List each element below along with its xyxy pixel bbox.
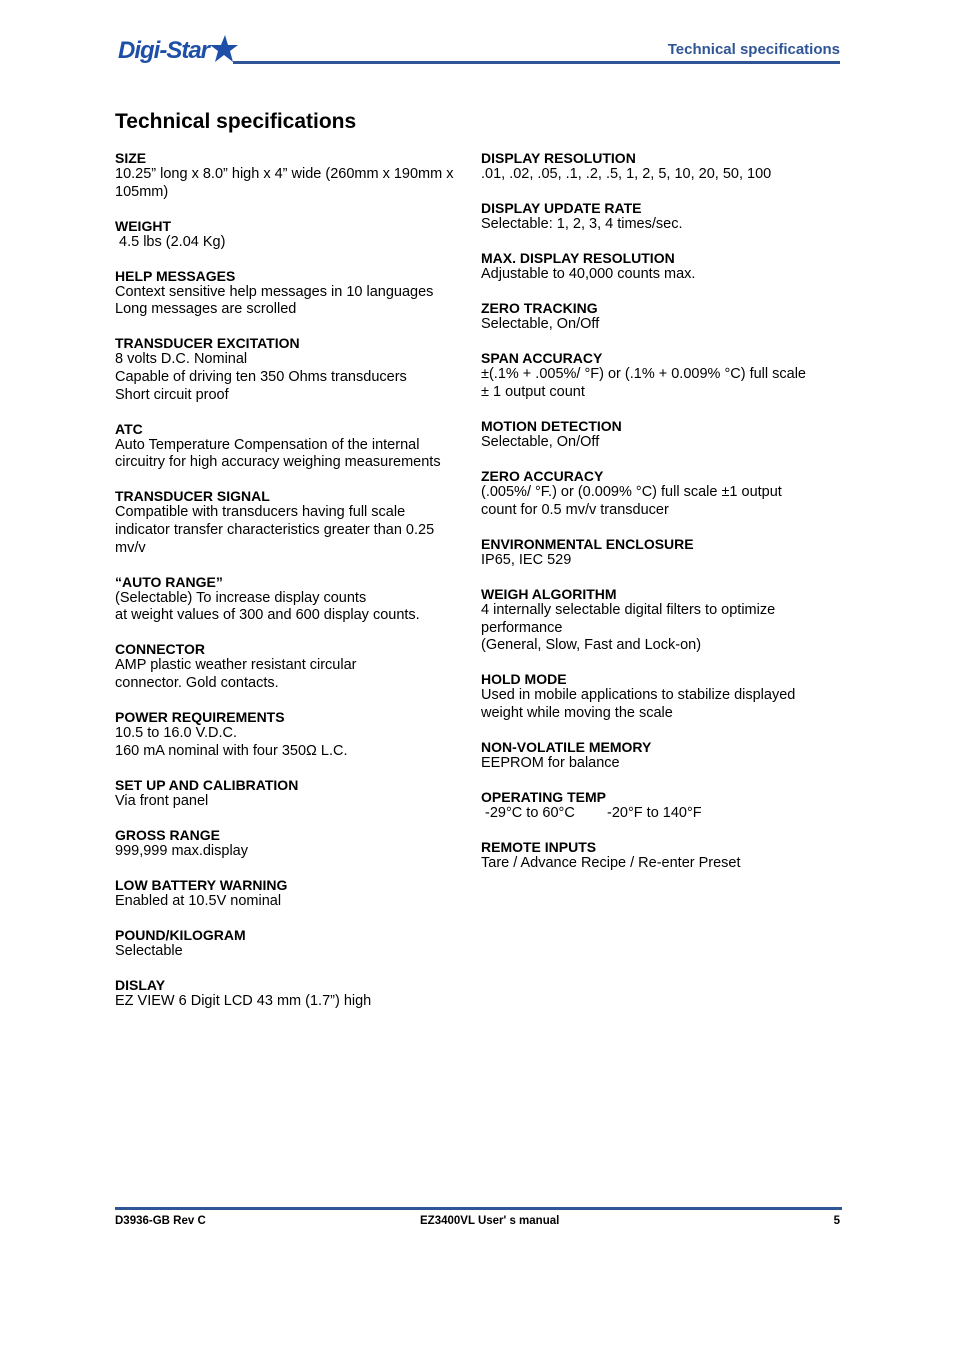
spec-item (115, 218, 471, 252)
spec-label: OPERATING TEMP (481, 789, 606, 805)
spec-item (481, 839, 841, 873)
spec-item (481, 586, 841, 655)
footer-manual-name: EZ3400VL User' s manual (420, 1215, 560, 1227)
spec-label: MOTION DETECTION (481, 418, 622, 435)
spec-label: ATC (115, 420, 143, 437)
spec-label: ZERO TRACKING (481, 300, 598, 317)
spec-value-line: Context sensitive help messages in 10 languages (115, 283, 434, 300)
spec-item (115, 877, 471, 911)
spec-value-line: Used in mobile applications to stabilize displayed (481, 687, 796, 704)
spec-item (481, 789, 841, 823)
spec-label: ENVIRONMENTAL ENCLOSURE (481, 535, 694, 552)
spec-item (481, 418, 841, 452)
spec-item (481, 250, 841, 284)
spec-value-line: Via front panel (115, 792, 209, 809)
spec-value-line: mv/v (115, 539, 146, 556)
spec-value-line: weight while moving the scale (481, 704, 673, 721)
spec-value-line: 160 mA nominal with four 350Ω L.C. (115, 742, 348, 759)
specs-right-column (481, 150, 841, 873)
spec-item (115, 977, 471, 1011)
spec-value-line: -29°C to 60°C -20°F to 140°F (481, 805, 702, 821)
spec-item (115, 641, 471, 692)
spec-label: DISPLAY RESOLUTION (481, 150, 636, 166)
spec-value-line: Adjustable to 40,000 counts max. (481, 266, 696, 283)
spec-item (481, 300, 841, 334)
header-section-title: Technical specifications (667, 41, 840, 58)
specs-left-column (115, 150, 471, 1011)
footer-page-number: 5 (833, 1215, 840, 1227)
spec-value-line: indicator transfer characteristics greater than 0.25 (115, 522, 435, 539)
spec-label: TRANSDUCER EXCITATION (115, 335, 300, 352)
spec-label: NON-VOLATILE MEMORY (481, 738, 652, 755)
header-divider (233, 61, 840, 64)
spec-value-line: Long messages are scrolled (115, 301, 297, 318)
logo-text: Digi-Star (118, 37, 210, 64)
spec-label: TRANSDUCER SIGNAL (115, 488, 270, 505)
spec-value-line: performance (481, 619, 563, 636)
spec-label: ZERO ACCURACY (481, 468, 604, 485)
spec-item (115, 150, 471, 201)
spec-label: LOW BATTERY WARNING (115, 876, 288, 893)
spec-label: DISPLAY UPDATE RATE (481, 200, 642, 217)
spec-item (115, 709, 471, 760)
spec-value-line: EZ VIEW 6 Digit LCD 43 mm (1.7”) high (115, 993, 372, 1010)
spec-value-line: Selectable, On/Off (481, 434, 600, 451)
spec-item (115, 827, 471, 861)
spec-item (481, 536, 841, 570)
spec-label: POUND/KILOGRAM (115, 927, 246, 944)
spec-label: HELP MESSAGES (115, 267, 236, 284)
spec-value-line: (General, Slow, Fast and Lock-on) (481, 637, 702, 654)
spec-value-line: (Selectable) To increase display counts (115, 589, 367, 606)
spec-label: SPAN ACCURACY (481, 350, 603, 367)
spec-value-line: 4 internally selectable digital filters to optimize (481, 601, 776, 618)
footer-doc-code: D3936-GB Rev C (115, 1215, 206, 1227)
spec-value-line: Selectable, On/Off (481, 316, 600, 333)
spec-value-line: 4.5 lbs (2.04 Kg) (115, 233, 226, 250)
spec-item (115, 574, 471, 625)
spec-label: DISLAY (115, 977, 166, 994)
spec-item (115, 268, 471, 319)
spec-value-line: at weight values of 300 and 600 display counts. (115, 607, 420, 624)
spec-label: CONNECTOR (115, 641, 205, 658)
star-icon (207, 34, 239, 64)
spec-label: GROSS RANGE (115, 826, 221, 843)
spec-value-line: .01, .02, .05, .1, .2, .5, 1, 2, 5, 10, 20, 50, 100 (481, 166, 772, 182)
spec-value-line: 999,999 max.display (115, 842, 248, 859)
spec-value-line: AMP plastic weather resistant circular (115, 657, 357, 674)
spec-label: WEIGHT (115, 217, 171, 234)
spec-value-line: IP65, IEC 529 (481, 551, 572, 568)
page-title: Technical specifications (115, 110, 357, 133)
spec-item (115, 488, 471, 557)
spec-value-line: connector. Gold contacts. (115, 675, 279, 691)
spec-item (481, 671, 841, 722)
spec-value-line: Short circuit proof (115, 386, 229, 403)
spec-value-line: circuitry for high accuracy weighing measurements (115, 454, 441, 471)
page-header (115, 34, 840, 64)
spec-value-line: count for 0.5 mv/v transducer (481, 501, 669, 518)
spec-value-line: Tare / Advance Recipe / Re-enter Preset (481, 855, 741, 872)
spec-value-line: Compatible with transducers having full scale (115, 504, 406, 521)
spec-item (481, 150, 841, 184)
spec-value-line: ±(.1% + .005%/ °F) or (.1% + 0.009% °C) full scale (481, 366, 806, 383)
spec-item (115, 335, 471, 404)
spec-value-line: ± 1 output count (481, 383, 585, 400)
spec-value-line: 10.5 to 16.0 V.D.C. (115, 725, 237, 742)
spec-label: “AUTO RANGE” (115, 573, 223, 590)
spec-value-line: (.005%/ °F.) or (0.009% °C) full scale ±1 output (481, 484, 782, 501)
spec-label: POWER REQUIREMENTS (115, 709, 285, 726)
spec-label: MAX. DISPLAY RESOLUTION (481, 250, 675, 267)
spec-value-line: Selectable: 1, 2, 3, 4 times/sec. (481, 216, 683, 233)
spec-item (481, 200, 841, 234)
page-footer (115, 1207, 842, 1231)
spec-item (115, 421, 471, 472)
spec-item (115, 777, 471, 811)
spec-value-line: Selectable (115, 943, 183, 960)
spec-value-line: Auto Temperature Compensation of the internal (115, 436, 420, 453)
spec-value-line: Enabled at 10.5V nominal (115, 892, 282, 909)
spec-value-line: 105mm) (115, 183, 169, 200)
footer-divider (115, 1207, 842, 1210)
spec-item (115, 927, 471, 961)
spec-value-line: EEPROM for balance (481, 754, 620, 771)
spec-label: SIZE (115, 150, 147, 166)
spec-value-line: 8 volts D.C. Nominal (115, 351, 248, 368)
spec-label: WEIGH ALGORITHM (481, 585, 617, 602)
spec-value-line: 10.25” long x 8.0” high x 4” wide (260mm x 190mm x (115, 166, 454, 182)
spec-value-line: Capable of driving ten 350 Ohms transducers (115, 369, 407, 386)
spec-label: REMOTE INPUTS (481, 839, 597, 856)
spec-label: HOLD MODE (481, 671, 567, 688)
spec-item (481, 468, 841, 519)
spec-label: SET UP AND CALIBRATION (115, 776, 299, 793)
spec-item (481, 350, 841, 401)
spec-item (481, 739, 841, 773)
